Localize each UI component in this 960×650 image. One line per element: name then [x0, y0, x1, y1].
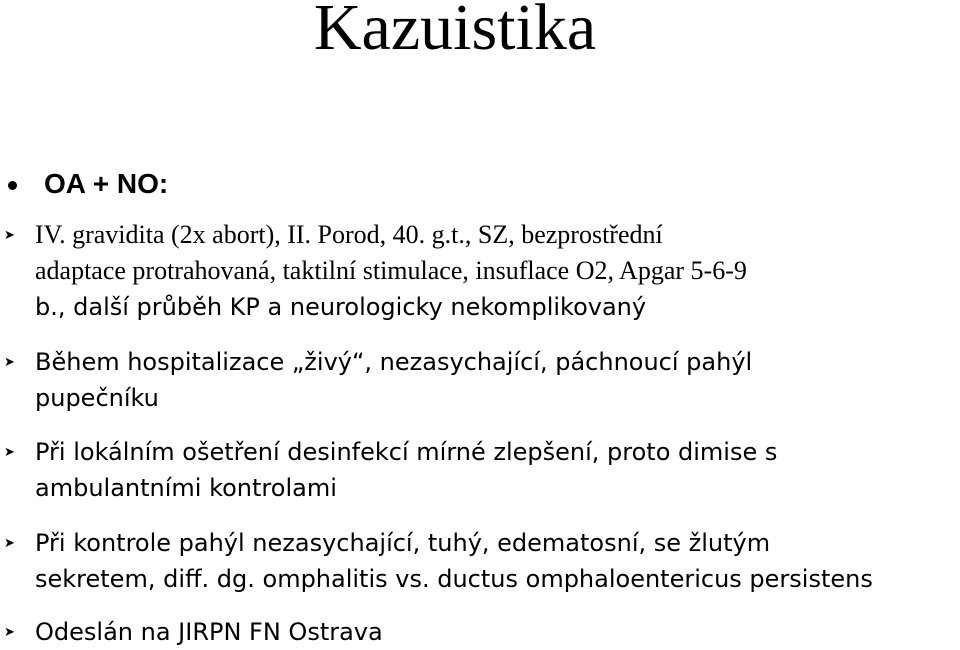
list-item-line: b., další průběh KP a neurologicky nekomplikovaný	[35, 293, 647, 321]
arrow-bullet-icon: ➤	[4, 625, 15, 640]
list-item-line: IV. gravidita (2x abort), II. Porod, 40. g.t., SZ, bezprostřední	[35, 220, 663, 249]
list-item-line: Při lokálním ošetření desinfekcí mírné zlepšení, proto dimise s	[35, 438, 778, 466]
list-item-line: Při kontrole pahýl nezasychající, tuhý, edematosní, se žlutým	[35, 529, 771, 557]
list-item-line: sekretem, diff. dg. omphalitis vs. ductus omphaloentericus persistens	[35, 565, 873, 593]
list-item-text	[35, 434, 960, 506]
round-bullet-icon	[8, 181, 17, 190]
list-item-line: Během hospitalizace „živý“, nezasychající, páchnoucí pahýl	[35, 348, 753, 376]
slide-title: Kazuistika	[313, 0, 597, 64]
list-item-line: pupečníku	[35, 384, 159, 412]
list-item-text	[35, 344, 960, 416]
list-item-line: adaptace protrahovaná, taktilní stimulace, insuflace O2, Apgar 5-6-9	[35, 256, 747, 285]
arrow-bullet-icon: ➤	[4, 536, 15, 551]
arrow-bullet-icon: ➤	[4, 445, 15, 460]
list-item-text	[35, 525, 960, 597]
list-item-text	[35, 217, 960, 325]
list-item-line: Odeslán na JIRPN FN Ostrava	[35, 618, 383, 646]
list-item-text	[35, 614, 960, 650]
section-heading: OA + NO:	[44, 168, 169, 199]
list-item-line: ambulantními kontrolami	[35, 474, 337, 502]
arrow-bullet-icon: ➤	[4, 228, 15, 243]
arrow-bullet-icon: ➤	[4, 355, 15, 370]
